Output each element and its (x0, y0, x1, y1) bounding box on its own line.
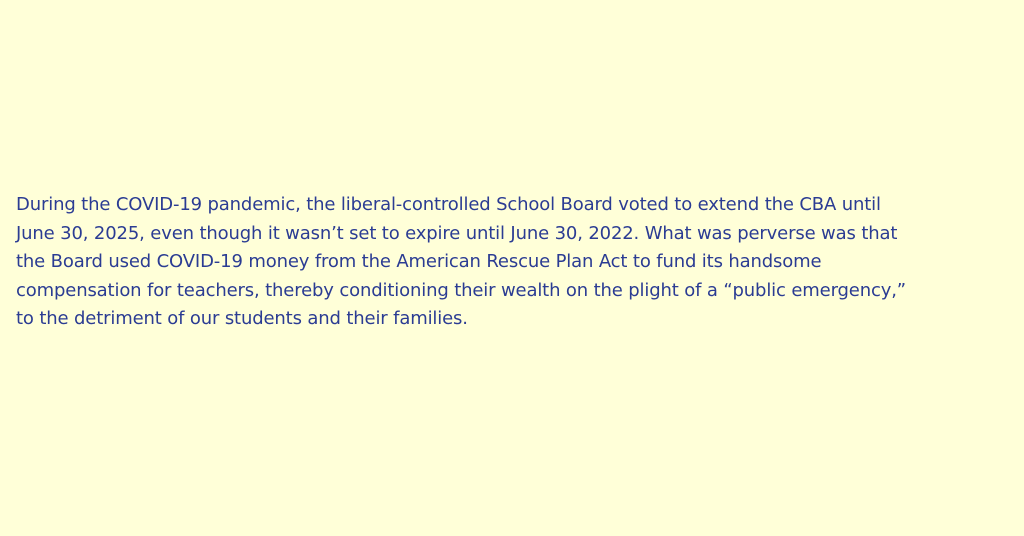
paragraph-line-3: the Board used COVID-19 money from the American Rescue Plan Act to fund its handsome (16, 251, 822, 273)
paragraph-line-5: to the detriment of our students and their families. (16, 308, 468, 330)
paragraph-line-4: compensation for teachers, thereby conditioning their wealth on the plight of a “public emergency,” (16, 279, 906, 301)
paragraph-line-1: During the COVID-19 pandemic, the liberal-controlled School Board voted to extend the CBA until (16, 194, 881, 215)
quote-paragraph (16, 191, 1020, 334)
paragraph-line-2: June 30, 2025, even though it wasn’t set to expire until June 30, 2022. What was perverse was that (16, 222, 898, 244)
